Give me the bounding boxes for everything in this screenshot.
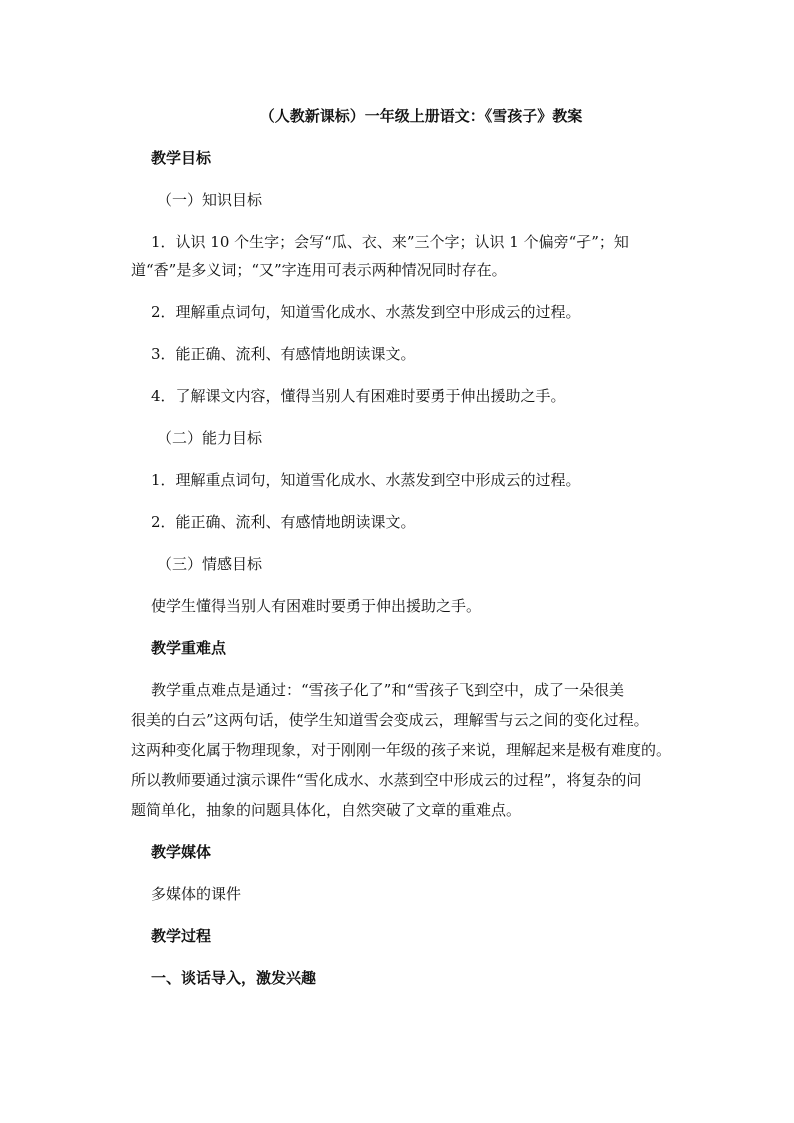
section-heading-goals: 教学目标 <box>151 149 212 167</box>
difficulty-line-3: 这两种变化属于物理现象，对于刚刚一年级的孩子来说，理解起来是极有难度的。 <box>131 741 672 759</box>
document-title: （人教新课标）一年级上册语文：《雪孩子》教案 <box>259 107 583 125</box>
process-step-1: 一、谈话导入，激发兴趣 <box>151 969 317 987</box>
knowledge-item-4: 4．了解课文内容，懂得当别人有困难时要勇于伸出援助之手。 <box>151 387 566 405</box>
difficulty-line-2: 很美的白云”这两句话，使学生知道雪会变成云，理解雪与云之间的变化过程。 <box>131 711 649 729</box>
difficulty-line-1: 教学重点难点是通过：“雪孩子化了”和“雪孩子飞到空中，成了一朵很美 <box>151 681 625 699</box>
subheading-ability: （二）能力目标 <box>157 429 263 447</box>
section-heading-process: 教学过程 <box>151 927 212 945</box>
ability-item-1: 1．理解重点词句，知道雪化成水、水蒸发到空中形成云的过程。 <box>151 471 581 489</box>
section-heading-media: 教学媒体 <box>151 843 212 861</box>
media-text: 多媒体的课件 <box>151 885 242 903</box>
difficulty-line-5: 题简单化，抽象的问题具体化，自然突破了文章的重难点。 <box>131 801 522 819</box>
subheading-emotion: （三）情感目标 <box>157 555 263 573</box>
section-heading-difficulty: 教学重难点 <box>151 639 227 657</box>
knowledge-item-3: 3．能正确、流利、有感情地朗读课文。 <box>151 345 416 363</box>
subheading-knowledge: （一）知识目标 <box>157 191 263 209</box>
knowledge-item-1-line-1: 1．认识 10 个生字；会写“瓜、衣、来”三个字；认识 1 个偏旁“孑”；知 <box>151 233 629 251</box>
knowledge-item-1-line-2: 道“香”是多义词；“又”字连用可表示两种情况同时存在。 <box>131 261 507 279</box>
document-content <box>131 104 711 1008</box>
ability-item-2: 2．能正确、流利、有感情地朗读课文。 <box>151 513 416 531</box>
emotion-item-1: 使学生懂得当别人有困难时要勇于伸出援助之手。 <box>151 597 482 615</box>
difficulty-line-4: 所以教师要通过演示课件“雪化成水、水蒸到空中形成云的过程”，将复杂的问 <box>131 771 642 789</box>
knowledge-item-2: 2．理解重点词句，知道雪化成水、水蒸发到空中形成云的过程。 <box>151 303 581 321</box>
